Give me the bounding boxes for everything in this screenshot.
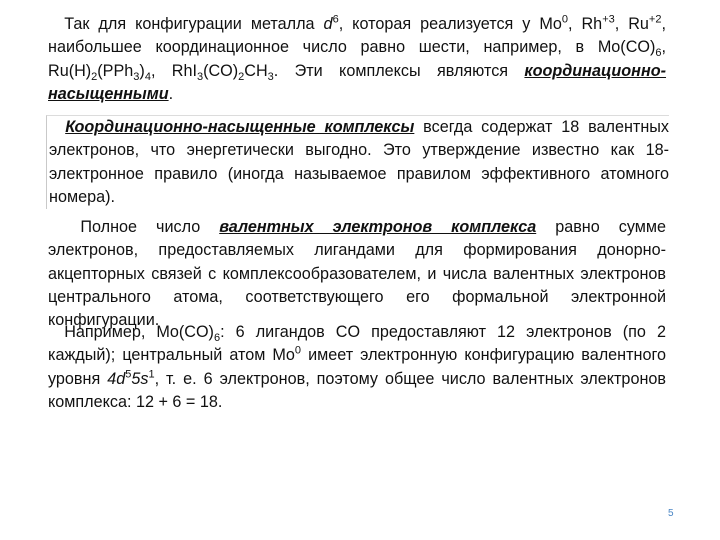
term-valence-electrons: валентных электронов комплекса: [219, 218, 537, 236]
page-number: 5: [668, 508, 674, 519]
paragraph-18-electron-rule: Координационно-насыщенные комплексы всегда содержат 18 валентных электронов, что энергетически выгодно. Это утверждение известно как 18-электронное правило (иногда называемое правилом эффективного атомного номера).: [46, 115, 669, 209]
term-saturated-complexes: Координационно-насыщенные комплексы: [65, 118, 415, 136]
paragraph-example-mo-co6: Например, $Mo(CO)_6$: 6 лигандов CO предоставляют 12 электронов (по 2 каждый); центральный атом Mo$^0$ имеет электронную конфигурацию валентного уровня $4d^55s^1$, т. е. 6 электронов, поэтому общее число валентных электронов комплекса: 12 + 6 = 18.: [48, 323, 666, 411]
paragraph-valence-electron-count: Полное число валентных электронов комплекса равно сумме электронов, предоставляемых лигандами для формирования донорно-акцепторных связей с комплексообразователем, и числа валентных электронов центрального атома, соответствующего его формальной электронной конфигурации.: [48, 218, 666, 330]
paragraph-coordination-number: Так для конфигурации металла $d^6$, которая реализуется у Mo$^0$, $Rh^{+3}$, $Ru^{+2}$, наибольшее координационное число равно шести, например, в $Mo(CO)_6$, $Ru(H)_2(PPh_3)_4$, $RhI_3(CO)_2CH_3$. Эти комплексы являются координационно-насыщенными.: [48, 13, 667, 103]
term-coordination-saturated: координационно-насыщенными: [48, 61, 667, 103]
